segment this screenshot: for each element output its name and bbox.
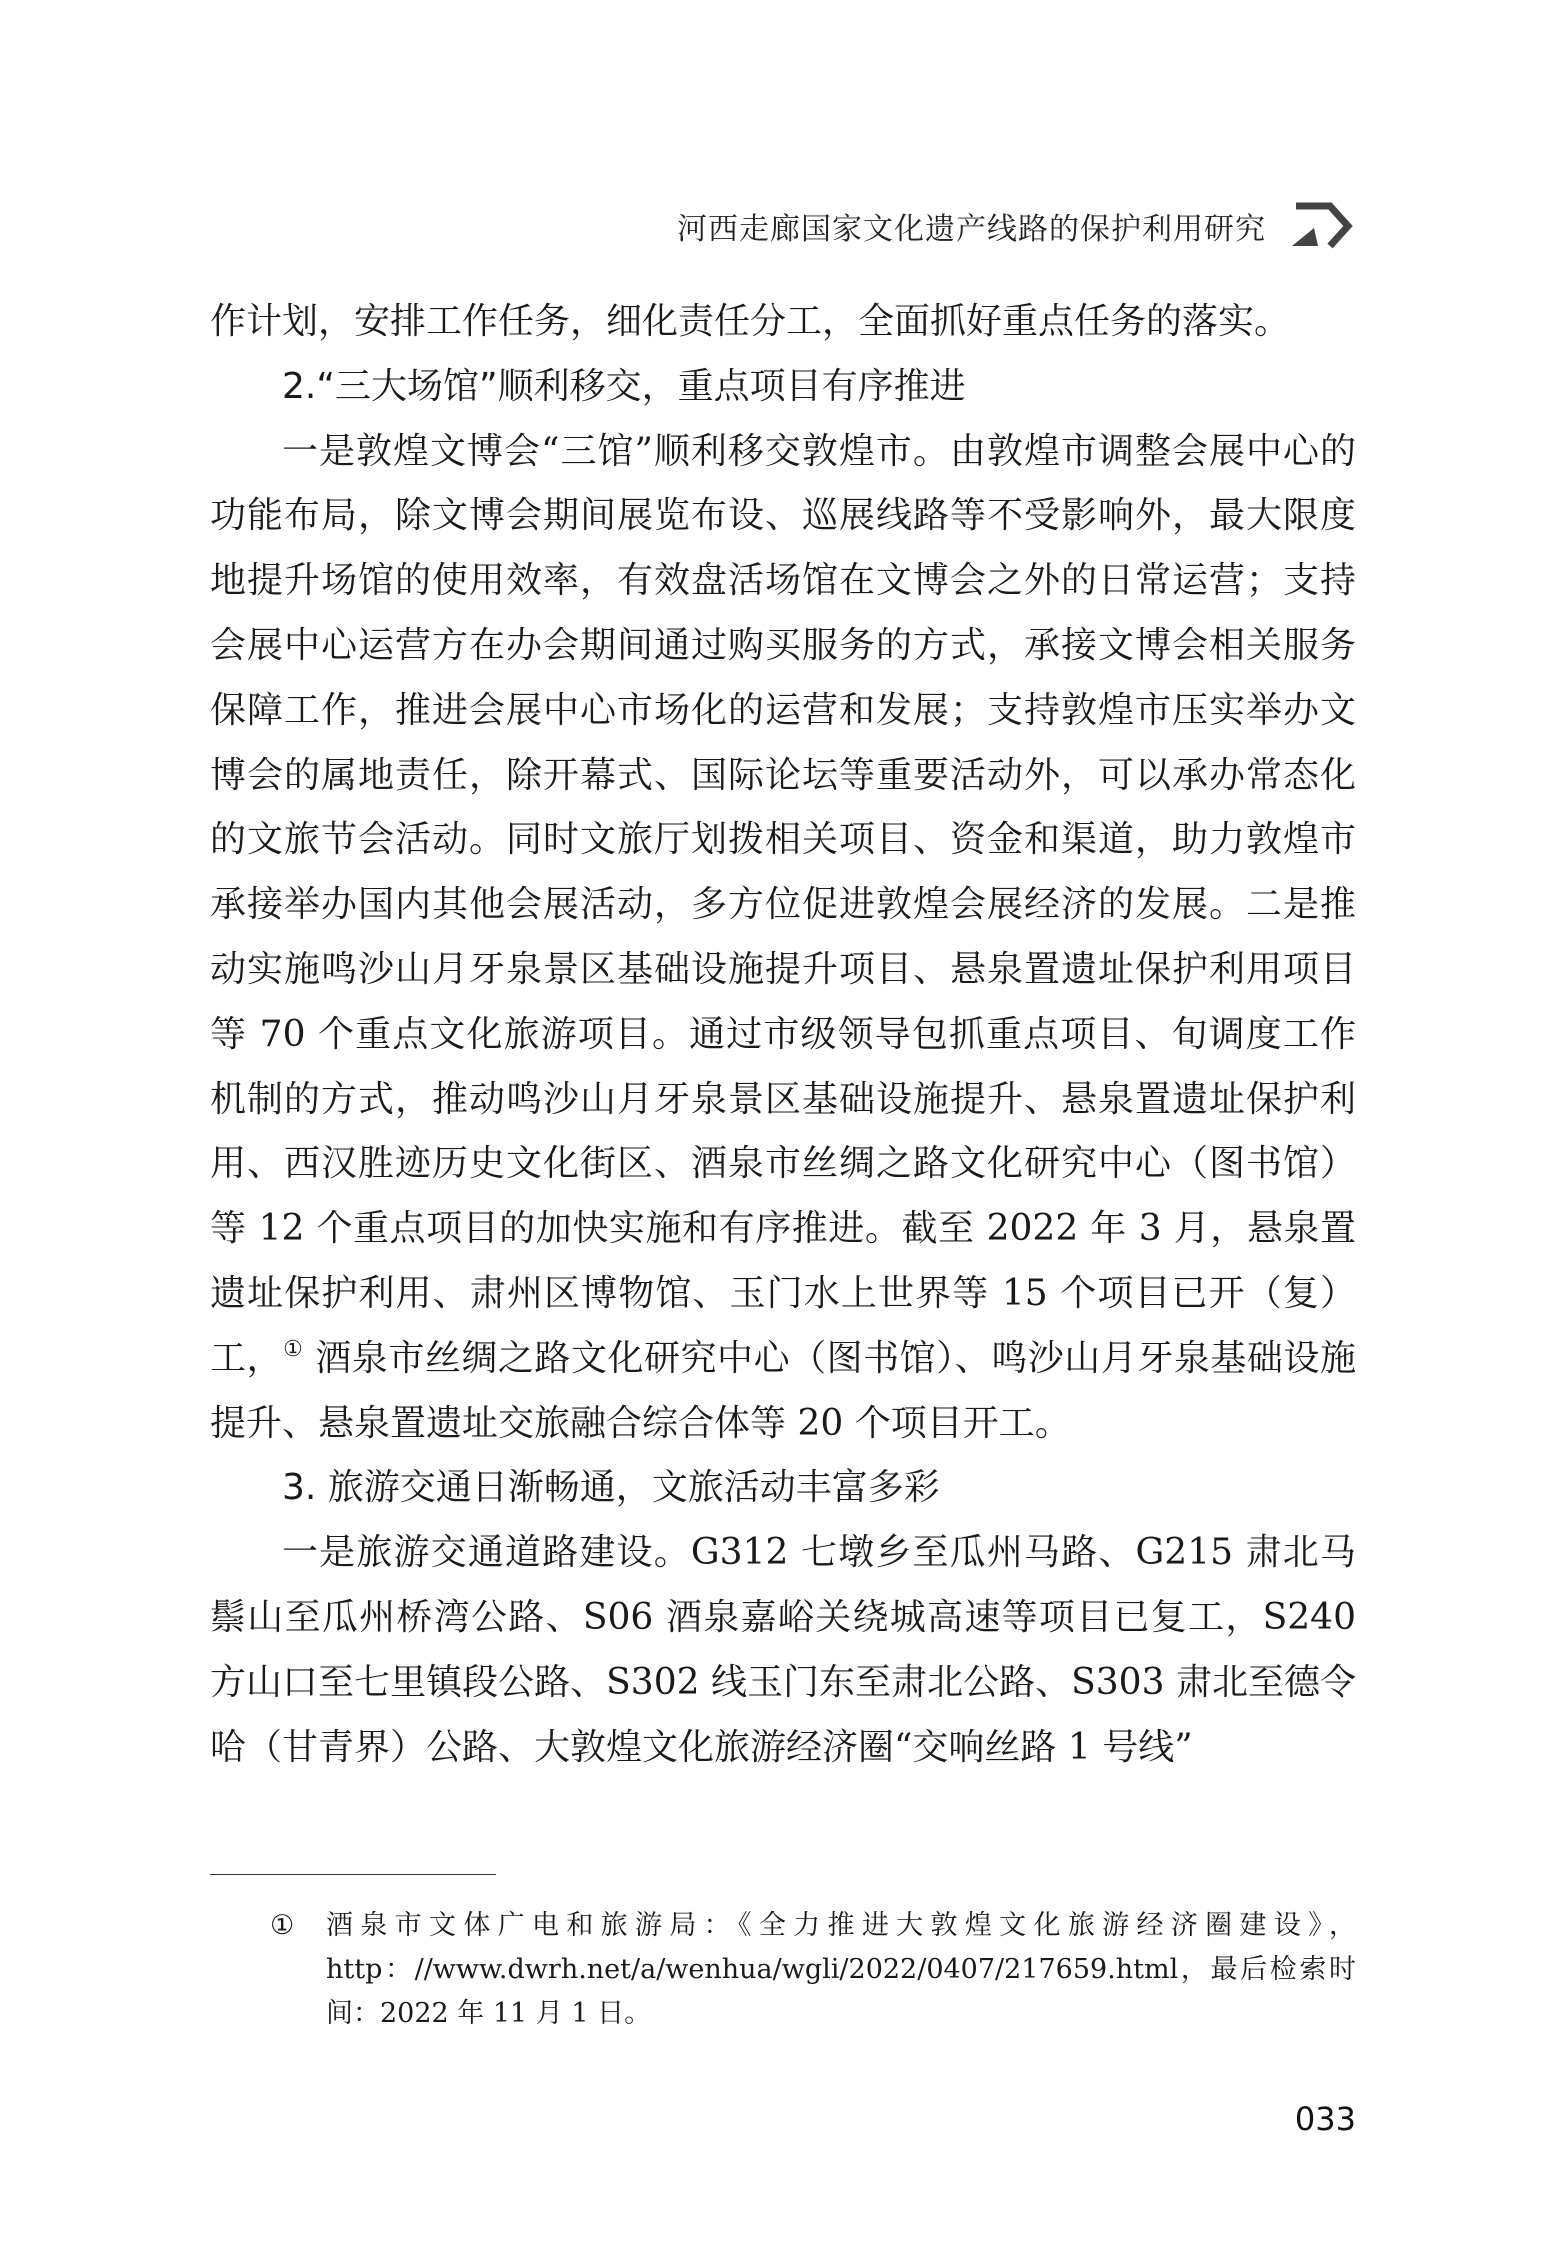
paragraph-continued: 作计划，安排工作任务，细化责任分工，全面抓好重点任务的落实。: [210, 301, 1291, 342]
running-header: [677, 196, 1356, 256]
footnote-divider: [210, 1874, 496, 1875]
footnote: [270, 1904, 1356, 2036]
section-heading-3: 3. 旅游交通日渐畅通，文旅活动丰富多彩: [282, 1467, 940, 1509]
page-number: 033: [1294, 2100, 1356, 2138]
section-heading-2: 2.“三大场馆”顺利移交，重点项目有序推进: [282, 365, 966, 407]
footnote-reference[interactable]: ①: [283, 1336, 304, 1362]
paragraph-venues-text: 一是敦煌文博会“三馆”顺利移交敦煌市。由敦煌市调整会展中心的功能布局，除文博会期间展览布设、巡展线路等不受影响外，最大限度地提升场馆的使用效率，有效盘活场馆在文博会之外的日常运营；支持会展中心运营方在办会期间通过购买服务的方式，承接文博会相关服务保障工作，推进会展中心市场化的运营和发展；支持敦煌市压实举办文博会的属地责任，除开幕式、国际论坛等重要活动外，可以承办常态化的文旅节会活动。同时文旅厅划拨相关项目、资金和渠道，助力敦煌市承接举办国内其他会展活动，多方位促进敦煌会展经济的发展。二是推动实施鸣沙山月牙泉景区基础设施提升项目、悬泉置遗址保护利用项目等 70 个重点文化旅游项目。通过市级领导包抓重点项目、旬调度工作机制的方式，推动鸣沙山月牙泉景区基础设施提升、悬泉置遗址保护利用、西汉胜迹历史文化街区、酒泉市丝绸之路文化研究中心（图书馆）等 12 个重点项目的加快实施和有序推进。截至 2022 年 3 月，悬泉置遗址保护利用、肃州区博物馆、玉门水上世界等 15 个项目已开（复）工，: [210, 430, 1356, 1379]
body-text: [210, 290, 1356, 1780]
footnote-marker: ①: [270, 1910, 295, 1941]
paragraph-transport: 一是旅游交通道路建设。G312 七墩乡至瓜州马路、G215 肃北马鬃山至瓜州桥湾公路、S06 酒泉嘉峪关绕城高速等项目已复工，S240 方山口至七里镇段公路、S302 线玉门东至肃北公路、S303 肃北至德令哈（甘青界）公路、大敦煌文化旅游经济圈“交响丝路 1 号线”: [210, 1532, 1356, 1768]
paragraph-venues: [210, 420, 1356, 1457]
running-header-title: 河西走廊国家文化遗产线路的保护利用研究: [677, 212, 1266, 247]
footnote-text: 酒泉市文体广电和旅游局：《全力推进大敦煌文化旅游经济圈建设》，http：//www.dwrh.net/a/wenhua/wgli/2022/0407/217659.html，最后检索时间：2022 年 11 月 1 日。: [326, 1910, 1356, 2029]
paragraph-venues-rest: 酒泉市丝绸之路文化研究中心（图书馆）、鸣沙山月牙泉基础设施提升、悬泉置遗址交旅融合综合体等 20 个项目开工。: [210, 1337, 1356, 1444]
chevron-arrow-icon: [1290, 200, 1356, 252]
